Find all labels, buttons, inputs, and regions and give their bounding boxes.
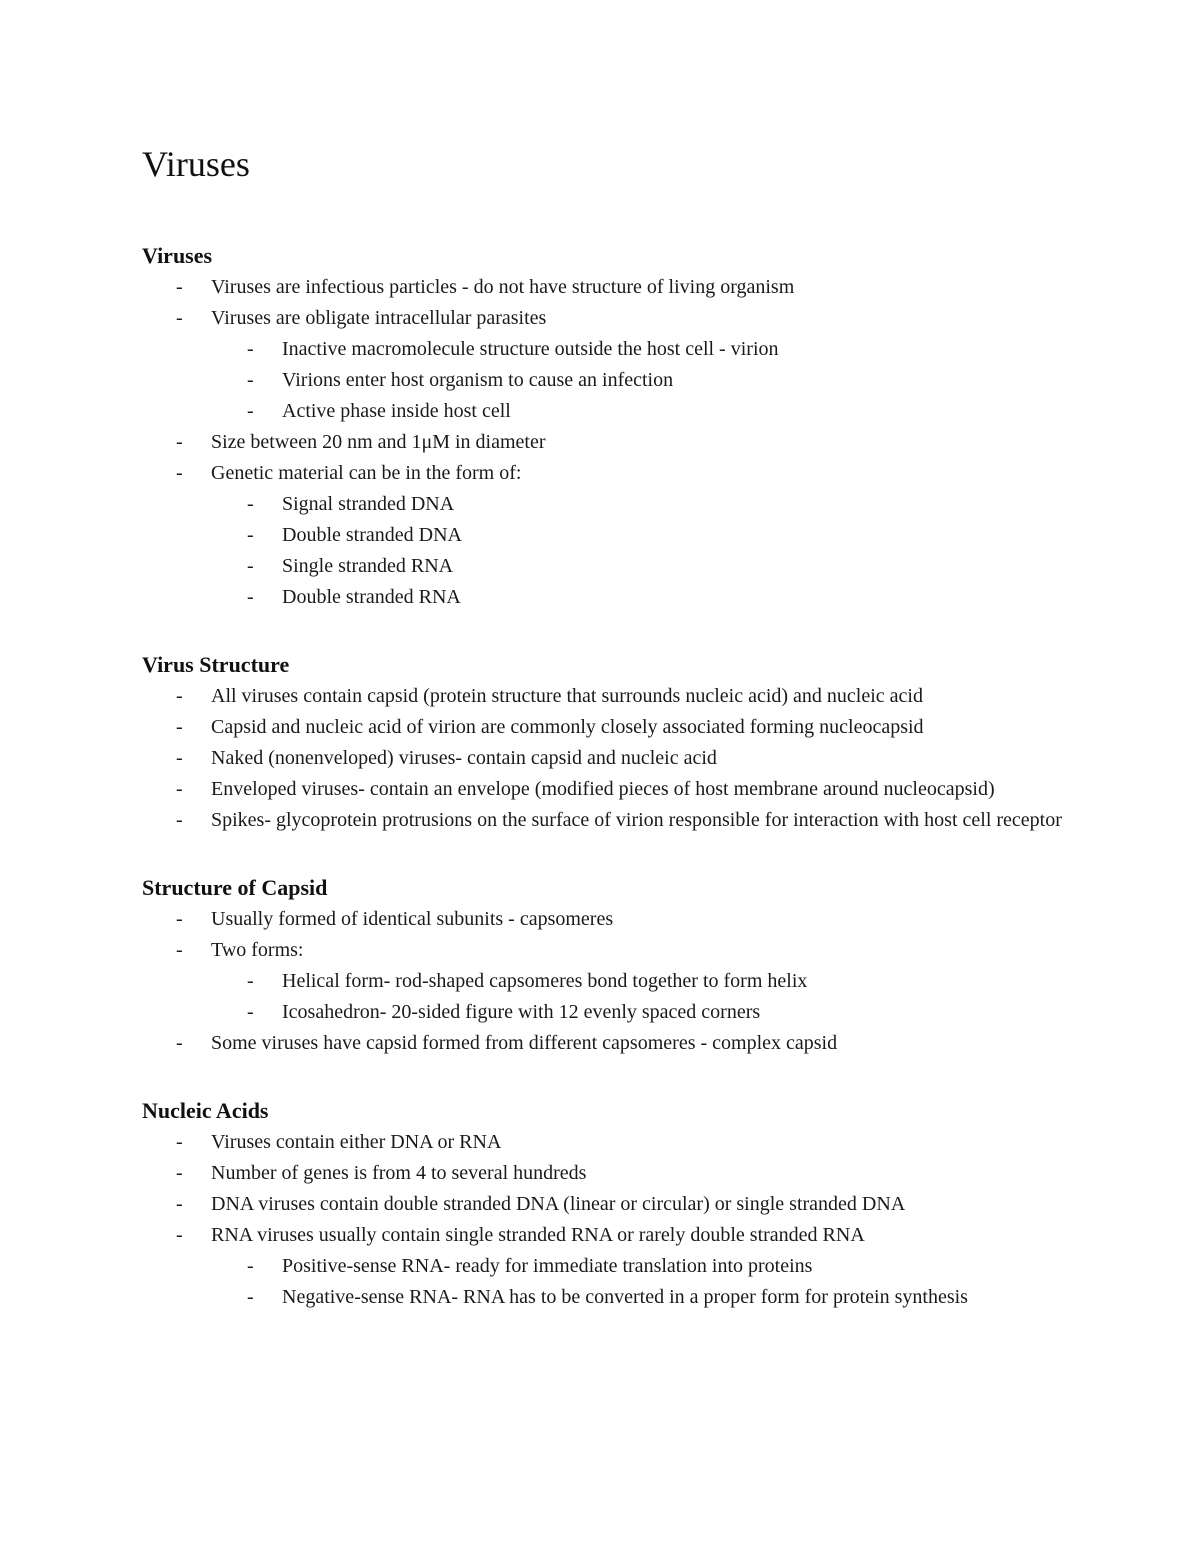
list-item-text: Some viruses have capsid formed from different capsomeres - complex capsid [211,1032,838,1054]
list-item [142,774,1062,805]
list-item [142,303,1062,334]
list-item-text: Viruses are infectious particles - do not have structure of living organism [211,276,795,298]
nested-list-item [213,966,1062,997]
nested-list-item [213,365,1062,396]
dash-bullet-icon: - [176,276,183,298]
list-item [142,1028,1062,1059]
dash-bullet-icon: - [176,908,183,930]
dash-bullet-icon: - [176,1131,183,1153]
nested-list-item-text: Icosahedron- 20-sided figure with 12 evenly spaced corners [282,1001,761,1023]
dash-bullet-icon: - [176,939,183,961]
section [142,242,1062,613]
document-page [142,142,1062,1313]
dash-bullet-icon: - [247,493,254,515]
dash-bullet-icon: - [247,1255,254,1277]
list-item-text: Enveloped viruses- contain an envelope (modified pieces of host membrane around nucleocapsid) [211,778,995,800]
bullet-list [142,681,1062,836]
list-item [142,1220,1062,1251]
dash-bullet-icon: - [176,1032,183,1054]
section-heading: Viruses [142,243,213,268]
dash-bullet-icon: - [247,369,254,391]
list-item [142,743,1062,774]
nested-list-item-text: Double stranded RNA [282,586,461,608]
section [142,874,1062,1059]
list-item-text: Naked (nonenveloped) viruses- contain capsid and nucleic acid [211,747,717,769]
nested-list-item-text: Virions enter host organism to cause an infection [282,369,674,391]
nested-list-item-text: Single stranded RNA [282,555,454,577]
nested-list-item [213,520,1062,551]
dash-bullet-icon: - [176,1224,183,1246]
section [142,651,1062,836]
nested-list-item [213,334,1062,365]
list-item-text: Genetic material can be in the form of: [211,462,522,484]
nested-list-container [142,1251,1062,1313]
list-item-text: RNA viruses usually contain single stranded RNA or rarely double stranded RNA [211,1224,865,1246]
nested-bullet-list [213,334,1062,427]
dash-bullet-icon: - [247,970,254,992]
nested-list-item [213,489,1062,520]
nested-bullet-list [213,489,1062,613]
section-heading: Virus Structure [142,652,290,677]
list-item [142,904,1062,935]
list-item [142,458,1062,489]
dash-bullet-icon: - [247,1001,254,1023]
nested-list-item [213,1282,1062,1313]
bullet-list [142,904,1062,1059]
nested-list-item-text: Signal stranded DNA [282,493,455,515]
list-item [142,681,1062,712]
list-item-text: Spikes- glycoprotein protrusions on the surface of virion responsible for interaction with host cell receptor [211,809,1062,831]
dash-bullet-icon: - [176,1162,183,1184]
list-item-text: Two forms: [211,939,304,961]
section-heading: Structure of Capsid [142,875,328,900]
list-item-text: Usually formed of identical subunits - capsomeres [211,908,614,930]
dash-bullet-icon: - [176,307,183,329]
dash-bullet-icon: - [247,400,254,422]
dash-bullet-icon: - [247,586,254,608]
list-item [142,712,1062,743]
section-heading: Nucleic Acids [142,1098,269,1123]
dash-bullet-icon: - [176,431,183,453]
list-item-text: DNA viruses contain double stranded DNA (linear or circular) or single stranded DNA [211,1193,906,1215]
nested-list-container [142,966,1062,1028]
nested-list-item-text: Helical form- rod-shaped capsomeres bond together to form helix [282,970,808,992]
list-item-text: Capsid and nucleic acid of virion are commonly closely associated forming nucleocapsid [211,716,924,738]
bullet-list [142,272,1062,613]
list-item [142,1127,1062,1158]
nested-list-item-text: Negative-sense RNA- RNA has to be converted in a proper form for protein synthesis [282,1286,968,1308]
dash-bullet-icon: - [176,1193,183,1215]
list-item-text: Size between 20 nm and 1μM in diameter [211,431,546,453]
nested-list-item [213,551,1062,582]
nested-list-item [213,997,1062,1028]
nested-bullet-list [213,966,1062,1028]
dash-bullet-icon: - [176,778,183,800]
nested-bullet-list [213,1251,1062,1313]
list-item [142,1158,1062,1189]
list-item-text: Viruses are obligate intracellular parasites [211,307,547,329]
dash-bullet-icon: - [247,338,254,360]
nested-list-item [213,1251,1062,1282]
document-title: Viruses [142,144,250,184]
dash-bullet-icon: - [176,685,183,707]
list-item [142,272,1062,303]
nested-list-item-text: Active phase inside host cell [282,400,511,422]
section [142,1097,1062,1313]
list-item [142,1189,1062,1220]
list-item [142,427,1062,458]
nested-list-item-text: Inactive macromolecule structure outside the host cell - virion [282,338,779,360]
nested-list-item [213,396,1062,427]
list-item-text: Viruses contain either DNA or RNA [211,1131,502,1153]
bullet-list [142,1127,1062,1313]
nested-list-container [142,334,1062,427]
dash-bullet-icon: - [176,716,183,738]
dash-bullet-icon: - [247,1286,254,1308]
dash-bullet-icon: - [176,747,183,769]
dash-bullet-icon: - [247,524,254,546]
list-item-text: Number of genes is from 4 to several hundreds [211,1162,587,1184]
nested-list-container [142,489,1062,613]
list-item-text: All viruses contain capsid (protein structure that surrounds nucleic acid) and nucleic acid [211,685,923,707]
nested-list-item [213,582,1062,613]
nested-list-item-text: Double stranded DNA [282,524,462,546]
document-body [142,242,1062,1313]
list-item [142,805,1062,836]
list-item [142,935,1062,966]
dash-bullet-icon: - [176,462,183,484]
dash-bullet-icon: - [176,809,183,831]
dash-bullet-icon: - [247,555,254,577]
nested-list-item-text: Positive-sense RNA- ready for immediate translation into proteins [282,1255,813,1277]
